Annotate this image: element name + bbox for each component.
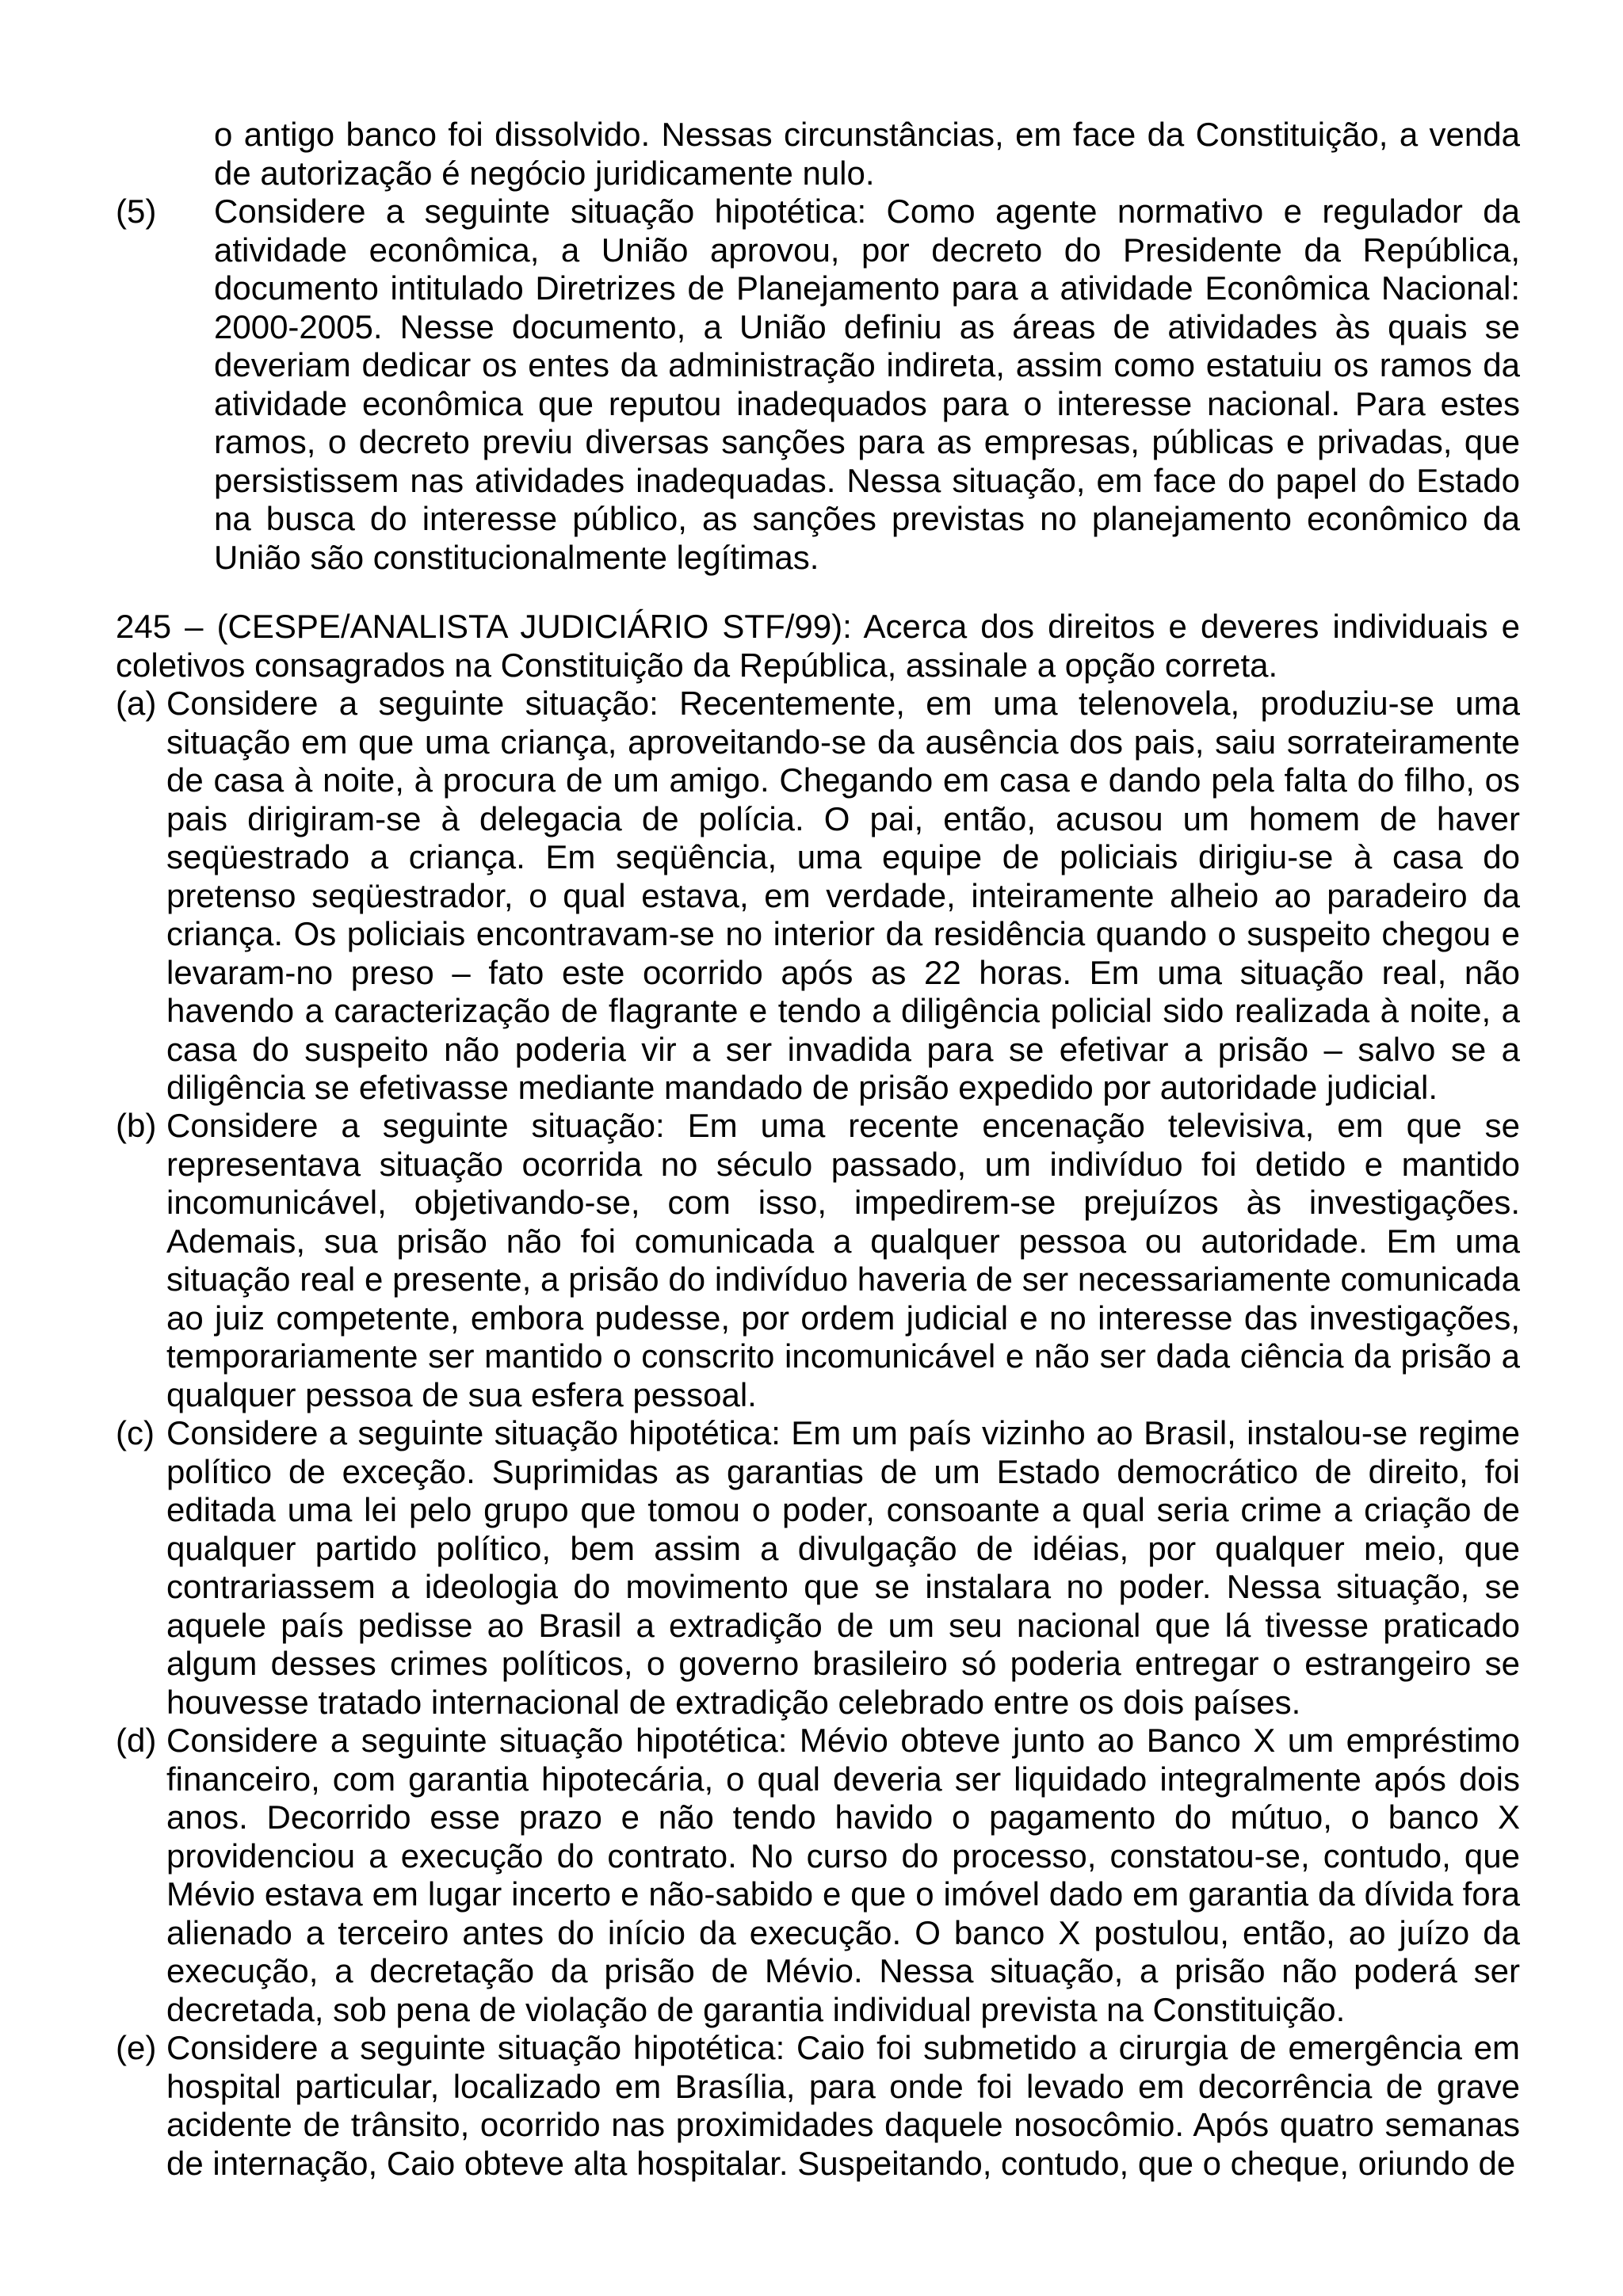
option-c-text: Considere a seguinte situação hipotética: Em um país vizinho ao Brasil, instalou-se regime político de exceção. Suprimidas as garantias de um Estado democrático de direito, foi editada uma lei pelo grupo que tomou o poder, consoante a qual seria crime a criação de qualquer partido político, bem assim a divulgação de idéias, por qualquer meio, que contrariassem a ideologia do movimento que se instalara no poder. Nessa situação, se aquele país pedisse ao Brasil a extradição de um seu nacional que lá tivesse praticado algum desses crimes políticos, o governo brasileiro só poderia entregar o estrangeiro se houvesse tratado internacional de extradição celebrado entre os dois países. [166,1414,1520,1721]
option-b-label: (b) [116,1107,157,1144]
question-245-header: 245 – (CESPE/ANALISTA JUDICIÁRIO STF/99): Acerca dos direitos e deveres individuais e coletivos consagrados na Constituição da República, assinale a opção correta. [116,608,1520,684]
previous-item-tail: o antigo banco foi dissolvido. Nessas circunstâncias, em face da Constituição, a venda de autorização é negócio juridicamente nulo. [214,116,1520,192]
option-e-label: (e) [116,2029,157,2066]
option-d-text: Considere a seguinte situação hipotética: Mévio obteve junto ao Banco X um empréstimo financeiro, com garantia hipotecária, o qual deveria ser liquidado integralmente após dois anos. Decorrido esse prazo e não tendo havido o pagamento do mútuo, o banco X providenciou a execução do contrato. No curso do processo, constatou-se, contudo, que Mévio estava em lugar incerto e não-sabido e que o imóvel dado em garantia da dívida fora alienado a terceiro antes do início da execução. O banco X postulou, então, ao juízo da execução, a decretação da prisão de Mévio. Nessa situação, a prisão não poderá ser decretada, sob pena de violação de garantia individual prevista na Constituição. [166,1722,1520,2028]
option-b-text: Considere a seguinte situação: Em uma recente encenação televisiva, em que se representava situação ocorrida no século passado, um indivíduo foi detido e mantido incomunicável, objetivando-se, com isso, impedirem-se prejuízos às investigações. Ademais, sua prisão não foi comunicada a qualquer pessoa ou autoridade. Em uma situação real e presente, a prisão do indivíduo haveria de ser necessariamente comunicada ao juiz competente, embora pudesse, por ordem judicial e no interesse das investigações, temporariamente ser mantido o conscrito incomunicável e não ser dada ciência da prisão a qualquer pessoa de sua esfera pessoal. [166,1107,1520,1413]
item-5-number: (5) [116,193,157,230]
option-a-text: Considere a seguinte situação: Recentemente, em uma telenovela, produziu-se uma situação em que uma criança, aproveitando-se da ausência dos pais, saiu sorrateiramente de casa à noite, à procura de um amigo. Chegando em casa e dando pela falta do filho, os pais dirigiram-se à delegacia de polícia. O pai, então, acusou um homem de haver seqüestrado a criança. Em seqüência, uma equipe de policiais dirigiu-se à casa do pretenso seqüestrador, o qual estava, em verdade, inteiramente alheio ao paradeiro da criança. Os policiais encontravam-se no interior da residência quando o suspeito chegou e levaram-no preso – fato este ocorrido após as 22 horas. Em uma situação real, não havendo a caracterização de flagrante e tendo a diligência policial sido realizada à noite, a casa do suspeito não poderia vir a ser invadida para se efetivar a prisão – salvo se a diligência se efetivasse mediante mandado de prisão expedido por autoridade judicial. [166,685,1520,1106]
item-5-text: Considere a seguinte situação hipotética: Como agente normativo e regulador da atividade econômica, a União aprovou, por decreto do Presidente da República, documento intitulado Diretrizes de Planejamento para a atividade Econômica Nacional: 2000-2005. Nesse documento, a União definiu as áreas de atividades às quais se deveriam dedicar os entes da administração indireta, assim como estatuiu os ramos da atividade econômica que reputou inadequados para o interesse nacional. Para estes ramos, o decreto previu diversas sanções para as empresas, públicas e privadas, que persistissem nas atividades inadequadas. Nessa situação, em face do papel do Estado na busca do interesse público, as sanções previstas no planejamento econômico da União são constitucionalmente legítimas. [214,193,1520,576]
option-a-label: (a) [116,685,157,722]
option-d-label: (d) [116,1722,157,1759]
option-e-text: Considere a seguinte situação hipotética: Caio foi submetido a cirurgia de emergência em hospital particular, localizado em Brasília, para onde foi levado em decorrência de grave acidente de trânsito, ocorrido nas proximidades daquele nosocômio. Após quatro semanas de internação, Caio obteve alta hospitalar. Suspeitando, contudo, que o cheque, oriundo de [166,2029,1520,2182]
option-c-label: (c) [116,1414,155,1451]
